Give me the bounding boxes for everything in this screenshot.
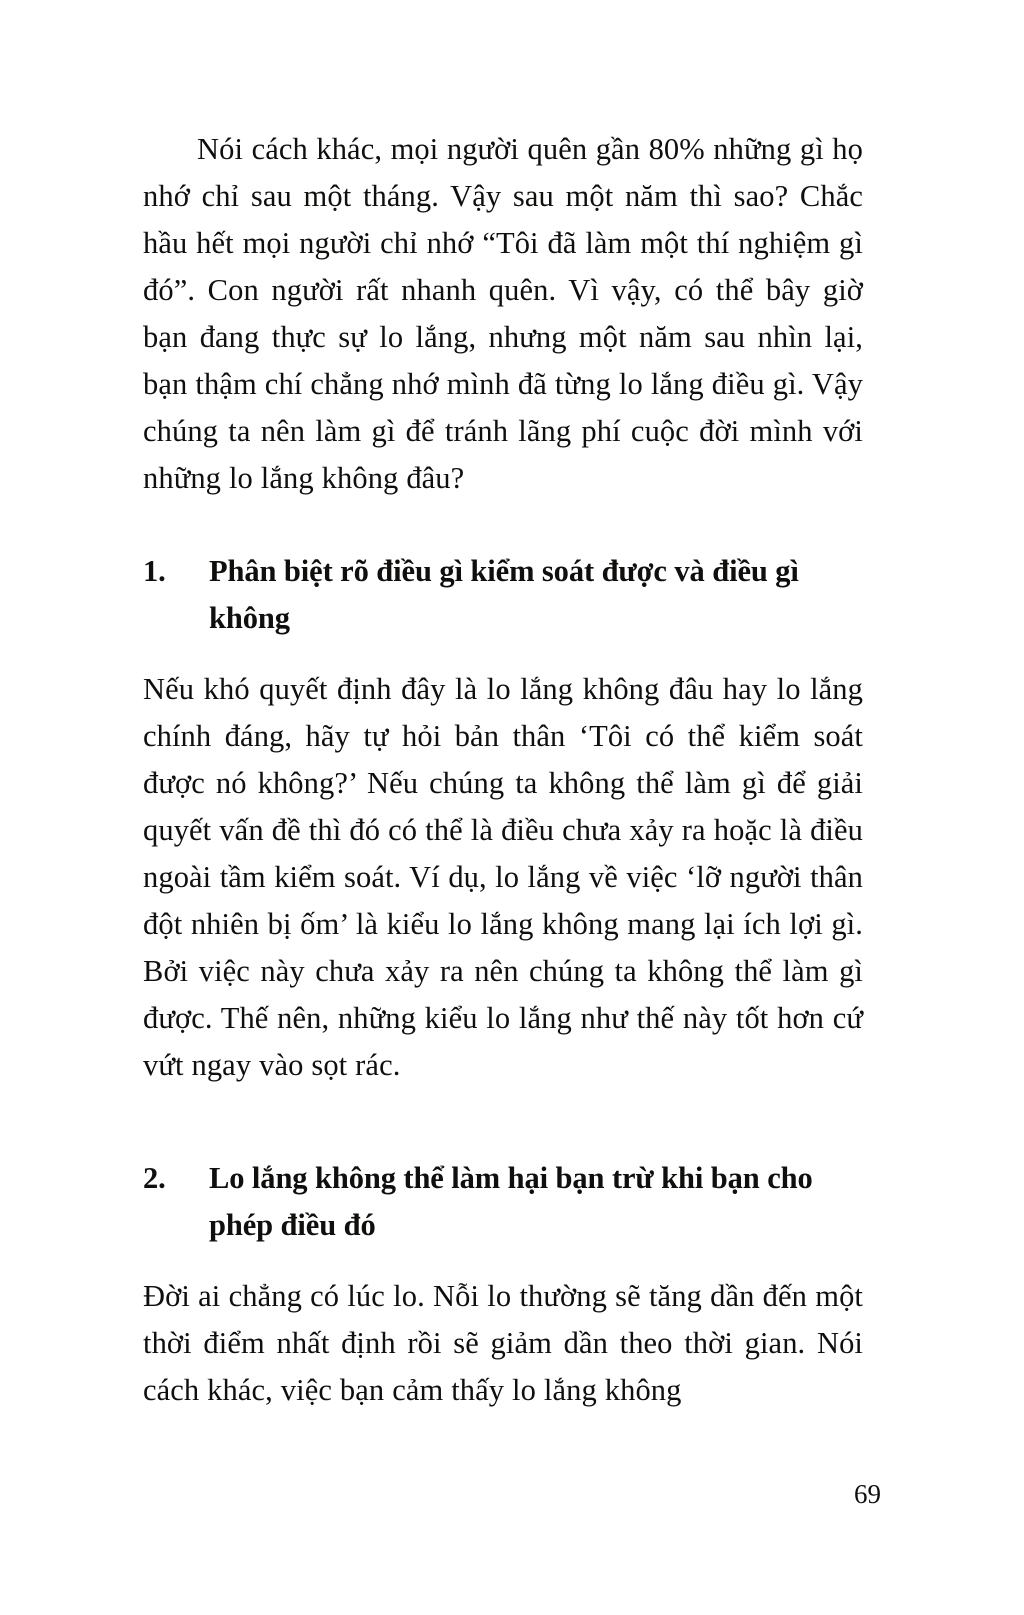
- paragraph-1: Nói cách khác, mọi người quên gần 80% những gì họ nhớ chỉ sau một tháng. Vậy sau một năm thì sao? Chắc hầu hết mọi người chỉ nhớ “Tôi đã làm một thí nghiệm gì đó”. Con người rất nhanh quên. Vì vậy, có thể bây giờ bạn đang thực sự lo lắng, nhưng một năm sau nhìn lại, bạn thậm chí chẳng nhớ mình đã từng lo lắng điều gì. Vậy chúng ta nên làm gì để tránh lãng phí cuộc đời mình với những lo lắng không đâu?: [143, 132, 863, 495]
- section-title-2: Lo lắng không thể làm hại bạn trừ khi bạn cho phép điều đó: [209, 1161, 813, 1242]
- paragraph-3: Đời ai chẳng có lúc lo. Nỗi lo thường sẽ tăng dần đến một thời điểm nhất định rồi sẽ giảm dần theo thời gian. Nói cách khác, việc bạn cảm thấy lo lắng không: [143, 1279, 863, 1407]
- section-title-1: Phân biệt rõ điều gì kiểm soát được và điều gì không: [209, 554, 799, 635]
- spacer: [143, 502, 863, 548]
- paragraph-2: Nếu khó quyết định đây là lo lắng không đâu hay lo lắng chính đáng, hãy tự hỏi bản thân ‘Tôi có thể kiểm soát được nó không?’ Nếu chúng ta không thể làm gì để giải quyết vấn đề thì đó có thể là điều chưa xảy ra hoặc là điều ngoài tầm kiểm soát. Ví dụ, lo lắng về việc ‘lỡ người thân đột nhiên bị ốm’ là kiểu lo lắng không mang lại ích lợi gì. Bởi việc này chưa xảy ra nên chúng ta không thể làm gì được. Thế nên, những kiểu lo lắng như thế này tốt hơn cứ vứt ngay vào sọt rác.: [143, 672, 863, 1082]
- spacer: [143, 1249, 863, 1273]
- spacer: [143, 642, 863, 666]
- page-number: 69: [854, 1479, 881, 1509]
- page-content: [143, 126, 863, 1414]
- section-number-1: 1.: [143, 554, 166, 588]
- spacer: [143, 1089, 863, 1155]
- section-heading-1: [143, 548, 863, 642]
- section-number-2: 2.: [143, 1161, 166, 1195]
- section-heading-2: [143, 1155, 863, 1249]
